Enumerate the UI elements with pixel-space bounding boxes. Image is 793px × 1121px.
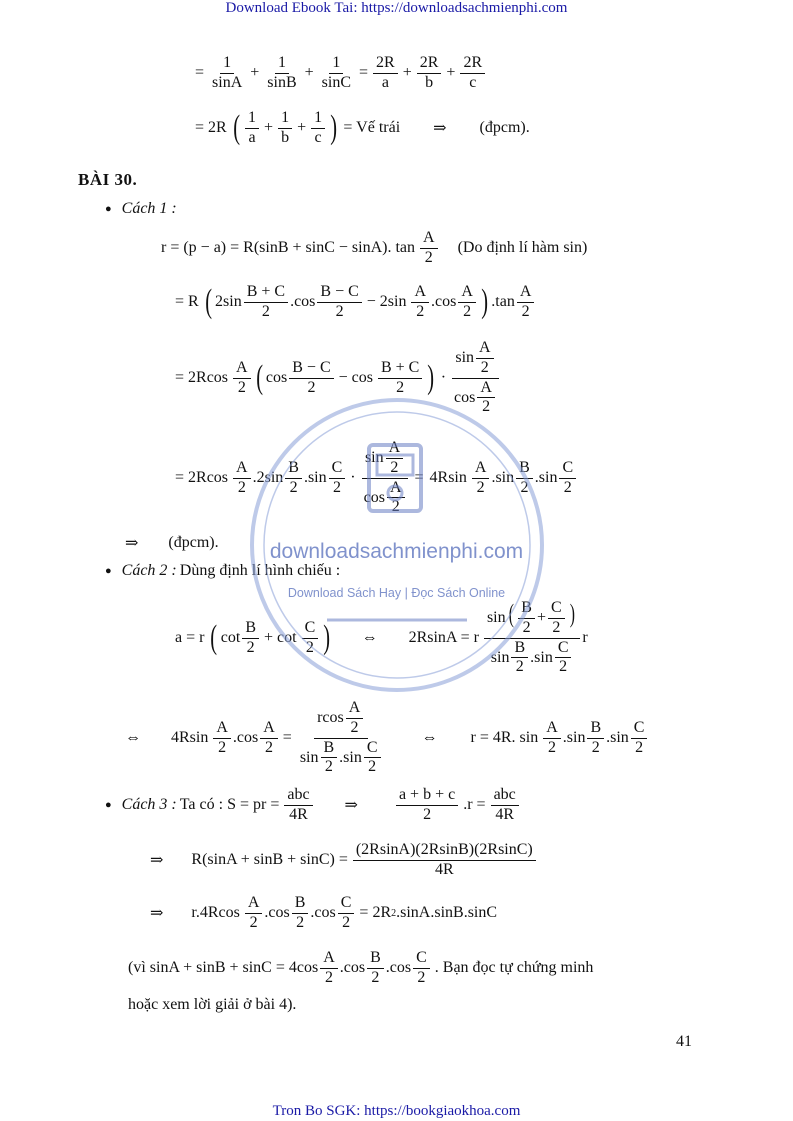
expression-text: = 2Rcos bbox=[175, 369, 229, 387]
expression-text: = 2R bbox=[195, 119, 227, 137]
plus-sign: + bbox=[446, 64, 456, 82]
expression-text: .cos bbox=[431, 293, 457, 311]
fraction: $\frac{A}{2}$ bbox=[472, 460, 490, 497]
method-description: Dùng định lí hình chiếu : bbox=[179, 562, 341, 579]
header-download-link[interactable]: Download Ebook Tai: https://downloadsachmienphi.com bbox=[225, 0, 568, 16]
fraction: $\frac{A}{2}$ bbox=[517, 284, 535, 321]
expression-text: .cos bbox=[310, 904, 336, 922]
method-1-heading bbox=[105, 200, 177, 218]
expression-text: r = (p − a) = R(sinB + sinC − sinA). tan bbox=[161, 239, 415, 257]
expression-text: 2sin bbox=[215, 293, 242, 311]
fraction: $\frac{1}{\sin A}$ bbox=[212, 54, 243, 91]
expression-text: = 2Rcos bbox=[175, 469, 229, 487]
fraction: $\frac{A}{2}$ bbox=[245, 895, 263, 932]
fraction: $\frac{B}{2}$ bbox=[587, 720, 604, 757]
expression-text: .cos bbox=[290, 293, 316, 311]
plus-sign: + bbox=[297, 119, 307, 137]
fraction: $\frac{(2RsinA)(2RsinB)(2RsinC)}{4R}$ bbox=[353, 842, 536, 879]
equation-line-1 bbox=[192, 55, 487, 92]
fraction: $\frac{a + b + c}{2}$ bbox=[396, 787, 458, 824]
expression-text: a = r bbox=[175, 629, 205, 647]
fraction: $\frac{C}{2}$ bbox=[338, 895, 355, 932]
left-paren: ( bbox=[255, 359, 263, 397]
fraction: $\frac{A}{2}$ bbox=[233, 360, 251, 397]
expression-text: = Vế trái bbox=[343, 119, 401, 137]
expression-text: .sinA.sinB.sinC bbox=[396, 904, 498, 922]
compound-fraction: sin $\frac{A}{2}$ cos $\frac{A}{2}$ bbox=[451, 340, 500, 416]
fraction: $\frac{2R}{a}$ bbox=[373, 55, 398, 92]
multiply-dot: · bbox=[350, 469, 356, 487]
fraction: $\frac{1}{\sin C}$ bbox=[321, 54, 352, 91]
equation-line-2 bbox=[192, 110, 533, 147]
equation-line-13 bbox=[128, 996, 296, 1014]
left-paren: ( bbox=[232, 109, 240, 147]
method-label: Cách 1 : bbox=[121, 200, 177, 217]
implies-arrow: ⇒ bbox=[344, 797, 358, 815]
expression-text: = 2R bbox=[359, 904, 392, 922]
implies-arrow: ⇒ bbox=[433, 120, 447, 138]
expression-text: r bbox=[582, 629, 588, 647]
equals-sign: = bbox=[359, 64, 369, 82]
fraction: $\frac{B - C}{2}$ bbox=[317, 284, 361, 321]
expression-text: 4Rsin bbox=[429, 469, 467, 487]
bullet-icon: ● bbox=[105, 203, 112, 215]
fraction: $\frac{1}{a}$ bbox=[245, 110, 259, 147]
fraction: $\frac{2R}{c}$ bbox=[460, 55, 485, 92]
compound-fraction: sin $\frac{A}{2}$ cos $\frac{A}{2}$ bbox=[361, 440, 410, 516]
iff-arrow: ⇔ bbox=[361, 629, 378, 647]
fraction: $\frac{B}{2}$ bbox=[242, 620, 259, 657]
compound-fraction: rcos $\frac{A}{2}$ sin $\frac{B}{2}$ .sin $\frac{C}{2}$ bbox=[297, 700, 386, 776]
expression-text: (vì sinA + sinB + sinC = 4cos bbox=[128, 959, 319, 977]
left-paren: ( bbox=[204, 283, 212, 321]
equation-line-5 bbox=[172, 340, 502, 416]
equation-line-10 bbox=[150, 842, 538, 879]
expression-text: hoặc xem lời giải ở bài 4). bbox=[128, 996, 297, 1013]
method-description: Ta có : S = pr = bbox=[179, 796, 280, 814]
expression-text: + cot bbox=[264, 629, 297, 647]
expression-text: 2RsinA = r bbox=[408, 629, 479, 647]
fraction: $\frac{B + C}{2}$ bbox=[378, 360, 422, 397]
equals-sign: = bbox=[195, 64, 205, 82]
page-number: 41 bbox=[676, 1033, 692, 1050]
expression-text: 4Rsin bbox=[171, 729, 209, 747]
implies-arrow: ⇒ bbox=[150, 852, 164, 870]
expression-text: .cos bbox=[385, 959, 412, 977]
method-2-heading bbox=[105, 562, 343, 580]
fraction: $\frac{C}{2}$ bbox=[631, 720, 648, 757]
qed-text: (đpcm). bbox=[479, 119, 530, 137]
equation-line-4 bbox=[172, 284, 536, 321]
fraction: $\frac{1}{b}$ bbox=[278, 110, 292, 147]
watermark-sub-text: Download Sách Hay | Đọc Sách Online bbox=[287, 586, 506, 600]
multiply-dot: · bbox=[440, 369, 447, 387]
fraction: $\frac{A}{2}$ bbox=[420, 230, 438, 267]
iff-arrow: ⇔ bbox=[125, 729, 141, 747]
expression-text: .tan bbox=[491, 293, 515, 311]
watermark-main-text: downloadsachmienphi.com bbox=[269, 540, 524, 563]
fraction: $\frac{B}{2}$ bbox=[285, 460, 302, 497]
expression-text: .cos bbox=[232, 729, 259, 747]
equation-line-8 bbox=[172, 600, 588, 676]
expression-text: .2sin bbox=[252, 469, 284, 487]
expression-text: .sin bbox=[606, 729, 629, 747]
expression-text: cot bbox=[220, 629, 241, 647]
fraction: $\frac{C}{2}$ bbox=[413, 950, 430, 987]
expression-text: r = 4R. sin bbox=[470, 729, 539, 747]
left-paren: ( bbox=[210, 619, 218, 657]
expression-text: R(sinA + sinB + sinC) = bbox=[191, 851, 348, 869]
section-title: BÀI 30. bbox=[78, 170, 138, 189]
expression-text: .sin bbox=[562, 729, 586, 747]
fraction: $\frac{A}{2}$ bbox=[233, 460, 251, 497]
expression-text: .r = bbox=[463, 796, 486, 814]
expression-text: .cos bbox=[264, 904, 290, 922]
equation-line-6 bbox=[172, 440, 578, 516]
plus-sign: + bbox=[304, 64, 314, 82]
right-paren: ) bbox=[481, 283, 488, 321]
fraction: $\frac{C}{2}$ bbox=[329, 460, 346, 497]
fraction: $\frac{B}{2}$ bbox=[292, 895, 309, 932]
fraction: $\frac{\text{abc}}{4R}$ bbox=[491, 787, 519, 824]
method-label: Cách 3 : bbox=[121, 796, 177, 814]
fraction: $\frac{A}{2}$ bbox=[543, 720, 561, 757]
iff-arrow: ⇔ bbox=[421, 729, 438, 747]
bullet-icon: ● bbox=[105, 565, 112, 577]
expression-text: . Bạn đọc tự chứng minh bbox=[434, 959, 594, 977]
equation-line-9 bbox=[125, 700, 649, 776]
compound-fraction: sin ( $\frac{B}{2}$ + $\frac{C}{2}$ ) sin $\frac{B}{2}$ .sin $\frac{C}{2}$ bbox=[484, 600, 580, 676]
note-text: (Do định lí hàm sin) bbox=[457, 239, 588, 257]
footer-sgk-link[interactable]: Tron Bo SGK: https://bookgiaokhoa.com bbox=[272, 1103, 521, 1119]
equation-line-12 bbox=[128, 950, 596, 987]
fraction: $\frac{2R}{b}$ bbox=[417, 55, 442, 92]
expression-text: .sin bbox=[534, 469, 558, 487]
equation-line-3 bbox=[158, 230, 590, 267]
right-paren: ) bbox=[323, 619, 331, 657]
expression-text: cos bbox=[265, 369, 288, 387]
fraction: $\frac{A}{2}$ bbox=[260, 720, 278, 757]
fraction: $\frac{1}{c}$ bbox=[311, 110, 325, 147]
expression-text: .sin bbox=[491, 469, 515, 487]
bullet-icon: ● bbox=[105, 799, 112, 812]
equals-sign: = bbox=[282, 729, 292, 747]
fraction: $\frac{C}{2}$ bbox=[559, 460, 576, 497]
method-label: Cách 2 : bbox=[121, 562, 177, 579]
fraction: $\frac{B}{2}$ bbox=[516, 460, 533, 497]
expression-text: − cos bbox=[338, 369, 373, 387]
fraction: $\frac{C}{2}$ bbox=[302, 620, 319, 657]
fraction: $\frac{A}{2}$ bbox=[458, 284, 476, 321]
expression-text: r.4Rcos bbox=[191, 904, 240, 922]
method-3-heading bbox=[105, 787, 521, 824]
fraction: $\frac{A}{2}$ bbox=[411, 284, 429, 321]
right-paren: ) bbox=[427, 359, 435, 397]
plus-sign: + bbox=[250, 64, 260, 82]
right-paren: ) bbox=[330, 109, 338, 147]
fraction: $\frac{A}{2}$ bbox=[320, 950, 338, 987]
expression-text: − 2sin bbox=[366, 293, 407, 311]
qed-text: (đpcm). bbox=[168, 534, 219, 551]
plus-sign: + bbox=[264, 119, 274, 137]
equals-sign: = bbox=[414, 469, 424, 487]
implies-arrow: ⇒ bbox=[125, 535, 139, 552]
plus-sign: + bbox=[402, 64, 412, 82]
fraction: $\frac{B + C}{2}$ bbox=[244, 284, 288, 321]
expression-text: .cos bbox=[339, 959, 366, 977]
fraction: $\frac{\text{abc}}{4R}$ bbox=[284, 787, 312, 824]
superscript: 2 bbox=[391, 907, 397, 919]
implies-arrow: ⇒ bbox=[150, 905, 164, 923]
equation-line-11 bbox=[150, 895, 497, 932]
fraction: $\frac{B}{2}$ bbox=[367, 950, 384, 987]
expression-text: .sin bbox=[303, 469, 327, 487]
fraction: $\frac{B - C}{2}$ bbox=[289, 360, 333, 397]
expression-text: = R bbox=[175, 293, 199, 311]
fraction: $\frac{1}{\sin B}$ bbox=[267, 54, 297, 91]
fraction: $\frac{A}{2}$ bbox=[213, 720, 231, 757]
